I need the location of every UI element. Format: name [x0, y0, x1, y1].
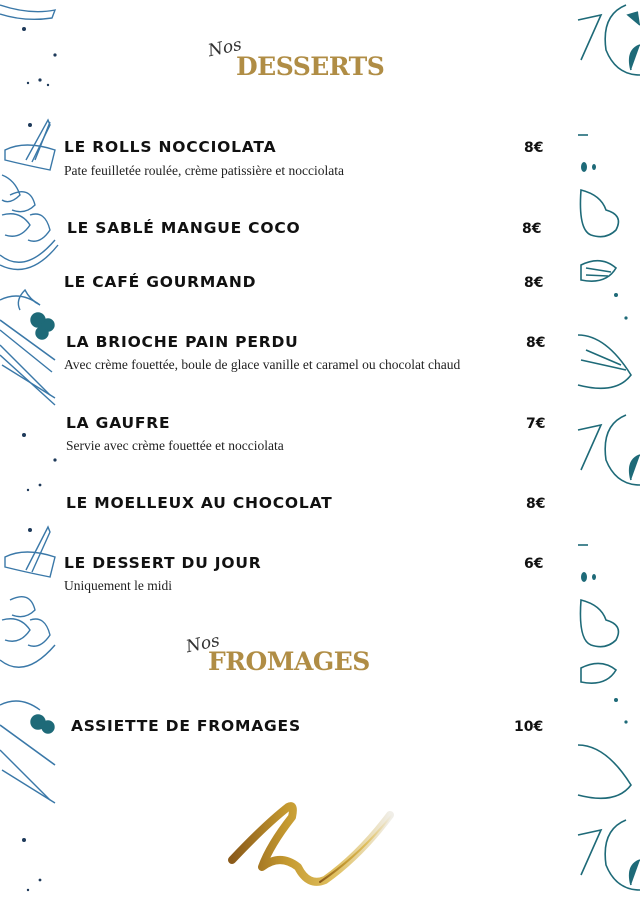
desserts-heading-title: DESSERTS: [236, 52, 385, 81]
menu-item-price: 8€: [526, 496, 546, 512]
menu-item-price: 8€: [522, 221, 542, 237]
menu-item-name: LE ROLLS NOCCIOLATA: [64, 138, 277, 156]
food-sketch-illustration-icon: [576, 0, 640, 909]
fromages-heading-title: FROMAGES: [208, 647, 370, 676]
menu-item-price: 8€: [526, 335, 546, 351]
menu-item-description: Pate feuilletée roulée, crème patissière et nocciolata: [64, 163, 344, 178]
menu-item-price: 7€: [526, 416, 546, 432]
menu-item-price: 6€: [524, 556, 544, 572]
dessert-sketch-illustration-icon: [0, 0, 64, 909]
menu-item-price: 10€: [514, 719, 544, 735]
menu-item-name: LE SABLÉ MANGUE COCO: [67, 219, 301, 237]
gold-brush-stroke-icon: [210, 795, 410, 900]
menu-item-name: ASSIETTE DE FROMAGES: [71, 717, 301, 735]
desserts-heading: [0, 36, 640, 86]
menu-item-name: LE MOELLEUX AU CHOCOLAT: [66, 494, 333, 512]
fromages-heading-prefix: Nos: [184, 630, 222, 658]
menu-item-name: LA BRIOCHE PAIN PERDU: [66, 333, 299, 351]
menu-item-name: LA GAUFRE: [66, 414, 171, 432]
menu-item-price: 8€: [524, 140, 544, 156]
menu-item-description: Uniquement le midi: [64, 578, 172, 593]
menu-item-description: Servie avec crème fouettée et nocciolata: [66, 438, 284, 453]
desserts-heading-prefix: Nos: [206, 34, 244, 62]
fromages-heading: [0, 630, 640, 680]
menu-item-price: 8€: [524, 275, 544, 291]
menu-item-name: LE CAFÉ GOURMAND: [64, 273, 257, 291]
menu-item-name: LE DESSERT DU JOUR: [64, 554, 262, 572]
menu-item-description: Avec crème fouettée, boule de glace vanille et caramel ou chocolat chaud: [64, 357, 461, 372]
